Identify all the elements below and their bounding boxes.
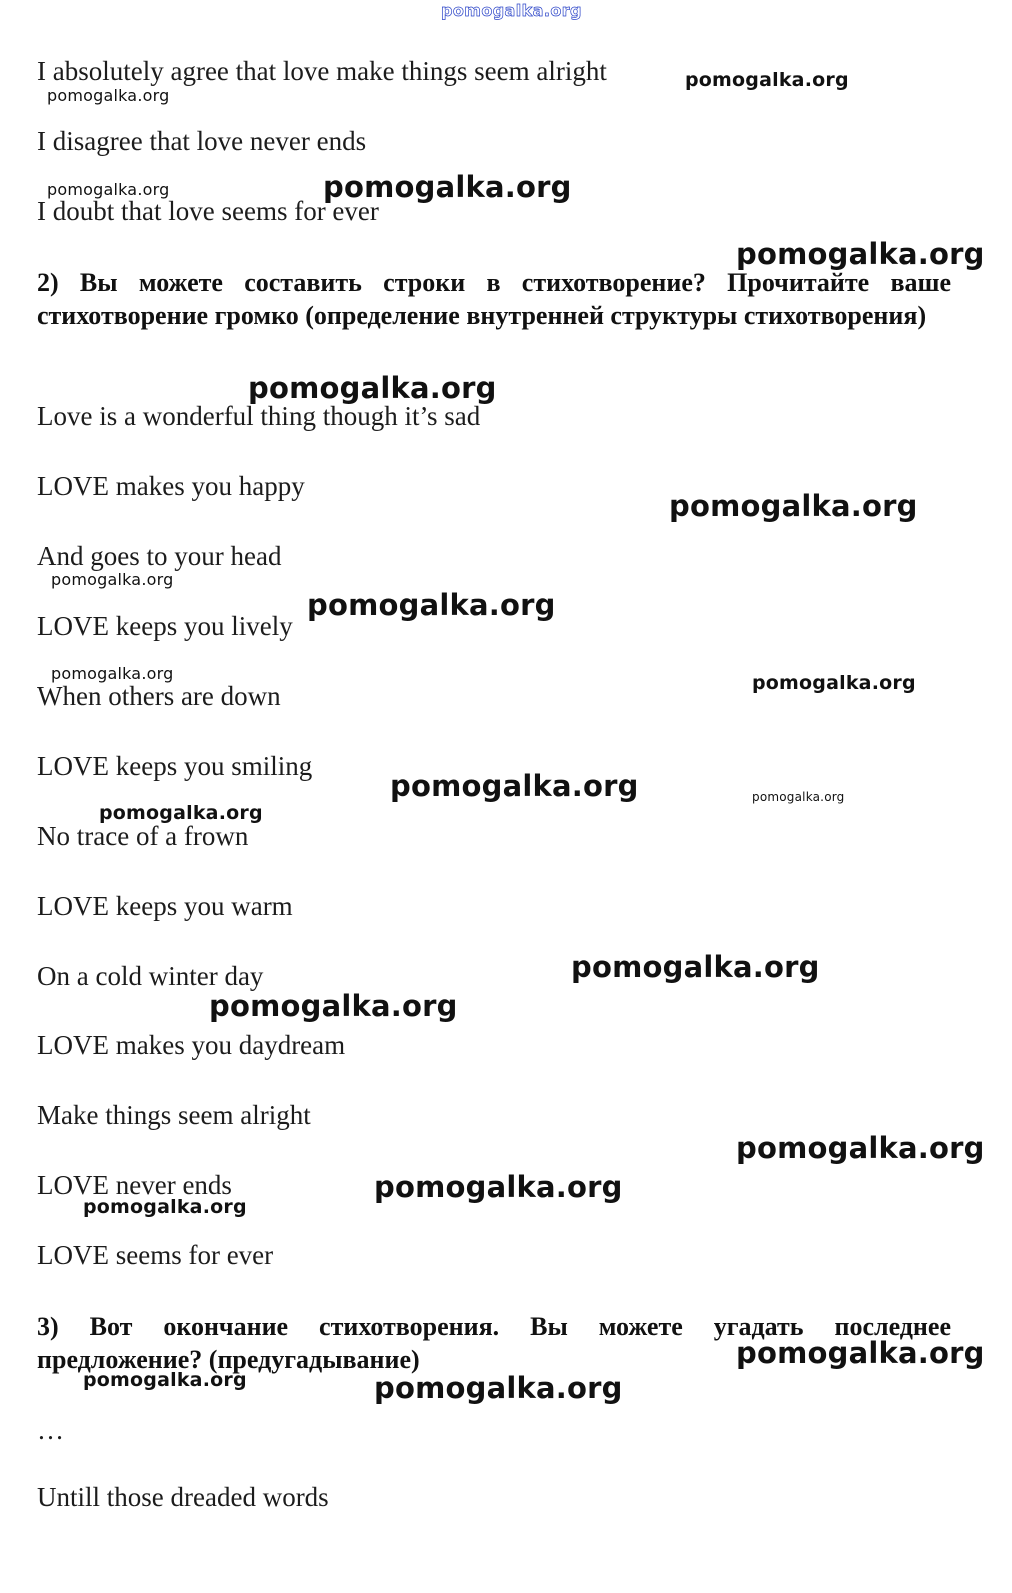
watermark: pomogalka.org [390, 769, 639, 803]
poem-line: On a cold winter day [37, 961, 264, 991]
watermark: pomogalka.org [51, 570, 174, 589]
poem-line: LOVE makes you daydream [37, 1030, 346, 1060]
poem-line: LOVE keeps you warm [37, 891, 293, 921]
watermark: pomogalka.org [374, 1371, 623, 1405]
statement-line: I doubt that love seems for ever [37, 196, 379, 226]
statement-line: I absolutely agree that love make things seem alright [37, 56, 607, 86]
watermark: pomogalka.org [47, 86, 170, 105]
watermark: pomogalka.org [571, 950, 820, 984]
watermark: pomogalka.org [736, 1336, 985, 1370]
watermark: pomogalka.org [685, 69, 849, 91]
poem-line: LOVE never ends [37, 1170, 232, 1200]
watermark: pomogalka.org [752, 672, 916, 694]
statement-line: I disagree that love never ends [37, 126, 367, 156]
task-3-heading: 3) Вот окончание стихотворения. Вы можете угадать последнее предложение? (предугадывание) [37, 1312, 951, 1374]
watermark: pomogalka.org [51, 664, 174, 683]
poem-line: LOVE seems for ever [37, 1240, 274, 1270]
poem-line: Love is a wonderful thing though it’s sad [37, 401, 481, 431]
watermark: pomogalka.org [669, 489, 918, 523]
watermark: pomogalka.org [99, 802, 263, 824]
poem-line: When others are down [37, 681, 281, 711]
poem-line: LOVE keeps you smiling [37, 751, 313, 781]
watermark: pomogalka.org [248, 371, 497, 405]
poem-line: And goes to your head [37, 541, 282, 571]
watermark: pomogalka.org [374, 1170, 623, 1204]
poem-line: LOVE keeps you lively [37, 611, 293, 641]
watermark: pomogalka.org [323, 170, 572, 204]
poem-line: No trace of a frown [37, 821, 249, 851]
watermark: pomogalka.org [83, 1196, 247, 1218]
watermark: pomogalka.org [752, 790, 845, 804]
ellipsis: … [37, 1415, 64, 1445]
watermark: pomogalka.org [307, 588, 556, 622]
site-header-watermark: pomogalka.org [441, 1, 582, 20]
watermark: pomogalka.org [209, 989, 458, 1023]
watermark: pomogalka.org [83, 1369, 247, 1391]
poem-line: Make things seem alright [37, 1100, 311, 1130]
poem-line: LOVE makes you happy [37, 471, 305, 501]
watermark: pomogalka.org [736, 237, 985, 271]
last-line: Untill those dreaded words [37, 1482, 329, 1512]
watermark: pomogalka.org [47, 180, 170, 199]
watermark: pomogalka.org [736, 1131, 985, 1165]
task-2-heading: 2) Вы можете составить строки в стихотворение? Прочитайте ваше стихотворение громко (определение внутренней структуры стихотворения) [37, 268, 951, 330]
